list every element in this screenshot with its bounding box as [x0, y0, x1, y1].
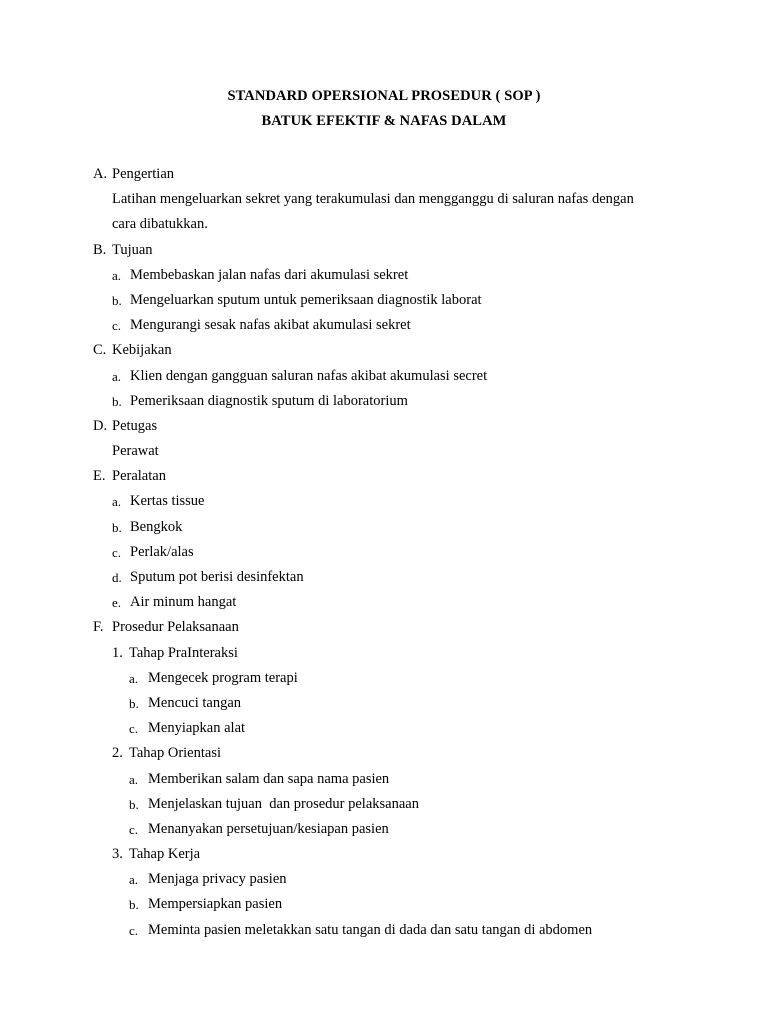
list-item — [93, 540, 713, 565]
section-heading-tujuan — [93, 238, 713, 263]
section-title: Peralatan — [112, 468, 166, 485]
step-marker: 3. — [112, 846, 123, 863]
section-title: Petugas — [112, 417, 158, 434]
list-marker: b. — [112, 393, 122, 409]
procedure-step — [93, 842, 713, 867]
section-heading-pengertian — [93, 162, 713, 187]
list-item — [93, 867, 713, 892]
list-marker: c. — [129, 922, 139, 938]
list-item — [93, 389, 713, 414]
step-title: Tahap Kerja — [129, 846, 201, 863]
list-item-text: Pemeriksaan diagnostik sputum di laboratorium — [130, 392, 408, 409]
paragraph-text: cara dibatukkan. — [112, 216, 208, 233]
list-item-text: Mengeluarkan sputum untuk pemeriksaan diagnostik laborat — [130, 291, 482, 308]
document-subtitle: BATUK EFEKTIF & NAFAS DALAM — [261, 113, 507, 129]
paragraph-text: Perawat — [112, 443, 159, 460]
list-item — [93, 565, 713, 590]
section-heading-petugas — [93, 414, 713, 439]
section-title: Kebijakan — [112, 342, 172, 359]
list-item-text: Menjaga privacy pasien — [148, 871, 287, 888]
list-item-text: Mempersiapkan pasien — [148, 896, 283, 913]
list-item-text: Menyiapkan alat — [148, 720, 246, 737]
list-item — [93, 489, 713, 514]
list-marker: c. — [129, 821, 139, 837]
document-body — [93, 162, 713, 943]
list-item — [93, 817, 713, 842]
step-title: Tahap Orientasi — [129, 745, 221, 762]
step-marker: 1. — [112, 644, 123, 661]
list-marker: c. — [112, 318, 122, 334]
list-marker: b. — [112, 292, 122, 308]
list-marker: d. — [112, 570, 122, 585]
section-marker: F. — [93, 619, 104, 636]
list-marker: a. — [112, 368, 122, 384]
list-item — [93, 892, 713, 917]
paragraph-text: Latihan mengeluarkan sekret yang terakumulasi dan mengganggu di saluran nafas dengan — [112, 191, 634, 208]
paragraph-line — [93, 212, 713, 237]
list-item-text: Air minum hangat — [130, 594, 237, 611]
section-title: Tujuan — [112, 241, 153, 258]
list-item-text: Mengurangi sesak nafas akibat akumulasi sekret — [130, 317, 411, 334]
procedure-step — [93, 741, 713, 766]
list-marker: a. — [112, 267, 122, 283]
list-marker: e. — [112, 595, 122, 611]
list-item-text: Mengecek program terapi — [148, 669, 298, 686]
list-marker: a. — [129, 872, 139, 888]
section-title: Pengertian — [112, 166, 175, 182]
section-title: Prosedur Pelaksanaan — [112, 619, 239, 636]
section-marker: D. — [93, 417, 108, 434]
list-item-text: Klien dengan gangguan saluran nafas akibat akumulasi secret — [130, 367, 488, 384]
list-item — [93, 313, 713, 338]
document-title: STANDARD OPERSIONAL PROSEDUR ( SOP ) — [227, 88, 541, 104]
section-marker: B. — [93, 241, 107, 258]
list-item-text: Sputum pot berisi desinfektan — [130, 569, 304, 585]
section-heading-prosedur — [93, 615, 713, 640]
list-item — [93, 691, 713, 716]
list-marker: b. — [112, 519, 122, 535]
list-marker: b. — [129, 695, 139, 711]
list-item-text: Meminta pasien meletakkan satu tangan di dada dan satu tangan di abdomen — [148, 921, 593, 938]
list-marker: c. — [112, 544, 122, 560]
list-item-text: Perlak/alas — [130, 543, 194, 560]
section-heading-kebijakan — [93, 338, 713, 363]
paragraph-line — [93, 439, 713, 464]
section-marker: A. — [93, 166, 108, 182]
list-marker: b. — [129, 796, 139, 812]
list-marker: c. — [129, 721, 139, 737]
list-marker: b. — [129, 897, 139, 913]
list-item — [93, 767, 713, 792]
section-marker: E. — [93, 468, 106, 485]
list-item — [93, 515, 713, 540]
list-item — [93, 263, 713, 288]
list-item-text: Kertas tissue — [130, 493, 205, 510]
list-item-text: Menanyakan persetujuan/kesiapan pasien — [148, 820, 389, 837]
procedure-step — [93, 641, 713, 666]
paragraph-line — [93, 187, 713, 212]
list-item-text: Menjelaskan tujuan dan prosedur pelaksanaan — [148, 795, 419, 812]
list-item — [93, 918, 713, 943]
step-title: Tahap PraInteraksi — [129, 644, 238, 661]
list-marker: a. — [129, 771, 139, 787]
list-item-text: Memberikan salam dan sapa nama pasien — [148, 770, 390, 787]
list-item-text: Bengkok — [130, 518, 183, 535]
list-item — [93, 666, 713, 691]
list-item-text: Mencuci tangan — [148, 694, 242, 711]
list-item — [93, 364, 713, 389]
list-marker: a. — [112, 494, 122, 510]
list-item-text: Membebaskan jalan nafas dari akumulasi sekret — [130, 266, 409, 283]
list-item — [93, 792, 713, 817]
section-marker: C. — [93, 342, 107, 359]
list-item — [93, 590, 713, 615]
list-item — [93, 288, 713, 313]
list-marker: a. — [129, 670, 139, 686]
step-marker: 2. — [112, 745, 123, 762]
list-item — [93, 716, 713, 741]
section-heading-peralatan — [93, 464, 713, 489]
